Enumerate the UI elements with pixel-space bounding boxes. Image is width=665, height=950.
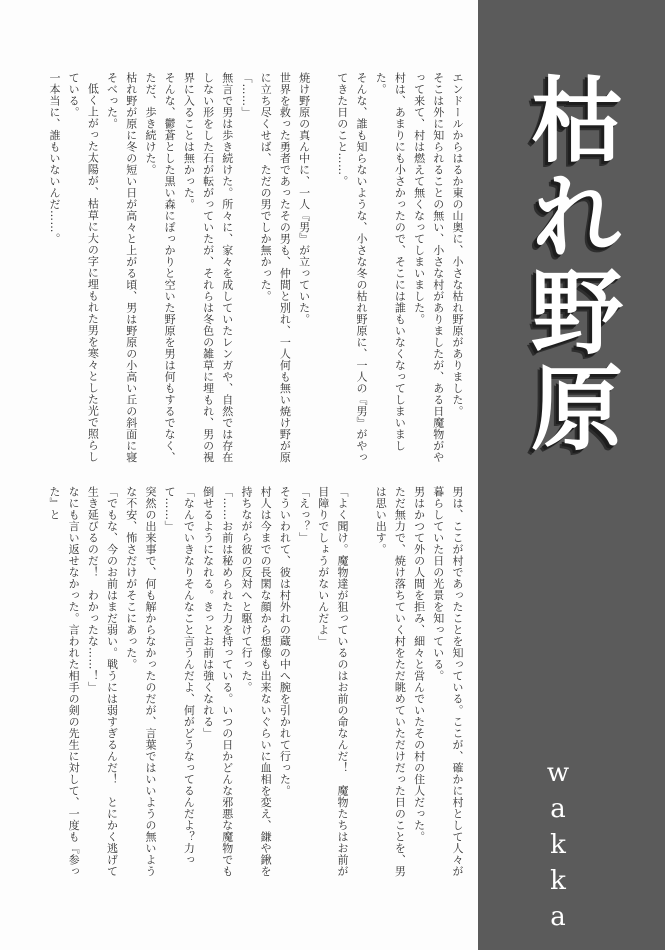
paragraph: そこは外に知られることの無い、小さな村がありましたが、ある日魔物がやって来て、村は燃えて無くなってしまいました。: [412, 72, 445, 463]
paragraph: 「なんでいきなりそんなこと言うんだよ、何がどうなってるんだよ？力って……」: [163, 486, 196, 866]
paragraph: 一本当に、誰もいないんだ……。: [47, 72, 61, 245]
paragraph: 世界を救った勇者であったその男も、仲間と別れ、一人何も無い焼け野が原に立ち尽くせば、ただの男でしか無かった。: [259, 72, 292, 463]
paragraph: そんな、鬱蒼とした黒い森にぽっかりと空いた野原を男は何もするでなく、ただ、歩き続けた。: [143, 72, 177, 463]
paragraph: そんな、誰も知らないような、小さな冬の枯れ野原に、一人の『男』がやってきた日のこと……。: [335, 72, 368, 463]
paragraph: 「……」: [239, 72, 253, 118]
paragraph: そういわれて、彼は村外れの蔵の中へ腕を引かれて行った。: [278, 486, 292, 797]
paragraph: 村人は今までの長閑な顔から想像も出来ないぐらいに血相を変え、鎌や鍬を持ちながら彼の反対へと駆けて行った。: [239, 486, 273, 877]
author-name: wakka: [543, 758, 573, 938]
lower-text-block: [45, 486, 467, 878]
paragraph: 「でもな、今のお前はまだ弱い。戦うには弱すぎるんだ！ とにかく逃げて生き延びるのだ！ わかったな……！」: [86, 486, 119, 877]
upper-text-block: [45, 72, 467, 472]
paragraph: 「えっ？」: [297, 486, 311, 544]
paragraph: なにも言い返せなかった。言われた相手の剣の先生に対して、一度も『参った』と: [47, 486, 81, 877]
paragraph: 枯れ野が原に冬の短い日が高々と上がる頃、男は野原の小高い丘の斜面に寝そべった。: [105, 72, 138, 463]
paragraph: ただ無力で、焼け落ちていく村をただ眺めていただけだった日のことを、男は思い出す。: [374, 486, 407, 877]
paragraph: 村は、あまりにも小さかったので、そこには誰もいなくなってしまいました。: [374, 72, 407, 452]
paragraph: 低く上がった太陽が、枯草に大の字に埋もれた男を寒々とした光で照らしている。: [67, 72, 100, 463]
paragraph: 焼け野原の真ん中に、一人『男』が立っていた。: [297, 72, 311, 325]
paragraph: 無言で男は歩き続けた。所々に、家々を成していたレンガや、自然では存在しない形をした石が転がっていたが、それらは冬色の雑草に埋もれ、男の視界に入ることは無かった。: [182, 72, 234, 463]
story-title: 枯れ野原: [516, 72, 623, 456]
paragraph-gap: [314, 72, 333, 472]
paragraph: 「よく聞け。魔物達が狙っているのはお前の命なんだ！ 魔物たちはお前が目障りでしょうがないんだよ」: [316, 486, 349, 877]
paragraph: エンドールからはるか東の山奥に、小さな枯れ野原がありました。: [451, 72, 464, 417]
paragraph: 男はかつて外の人間を拒み、細々と営んでいたその村の住人だった。: [412, 486, 426, 843]
paragraph: 突然の出来事で、何も解からなかったのだが、言葉ではいいようの無いような不安、怖さだけがそこにあった。: [124, 486, 157, 877]
paragraph: 「……お前は秘められた力を持っている。いつの日かどんな邪悪な魔物でも倒せるようになれる。きっとお前は強くなれる」: [201, 486, 234, 877]
paragraph-gap: [352, 486, 371, 878]
paragraph: 男は、ここが村であったことを知っている。ここが、確かに村として人々が暮らしていた日の光景を知っている。: [431, 486, 464, 877]
